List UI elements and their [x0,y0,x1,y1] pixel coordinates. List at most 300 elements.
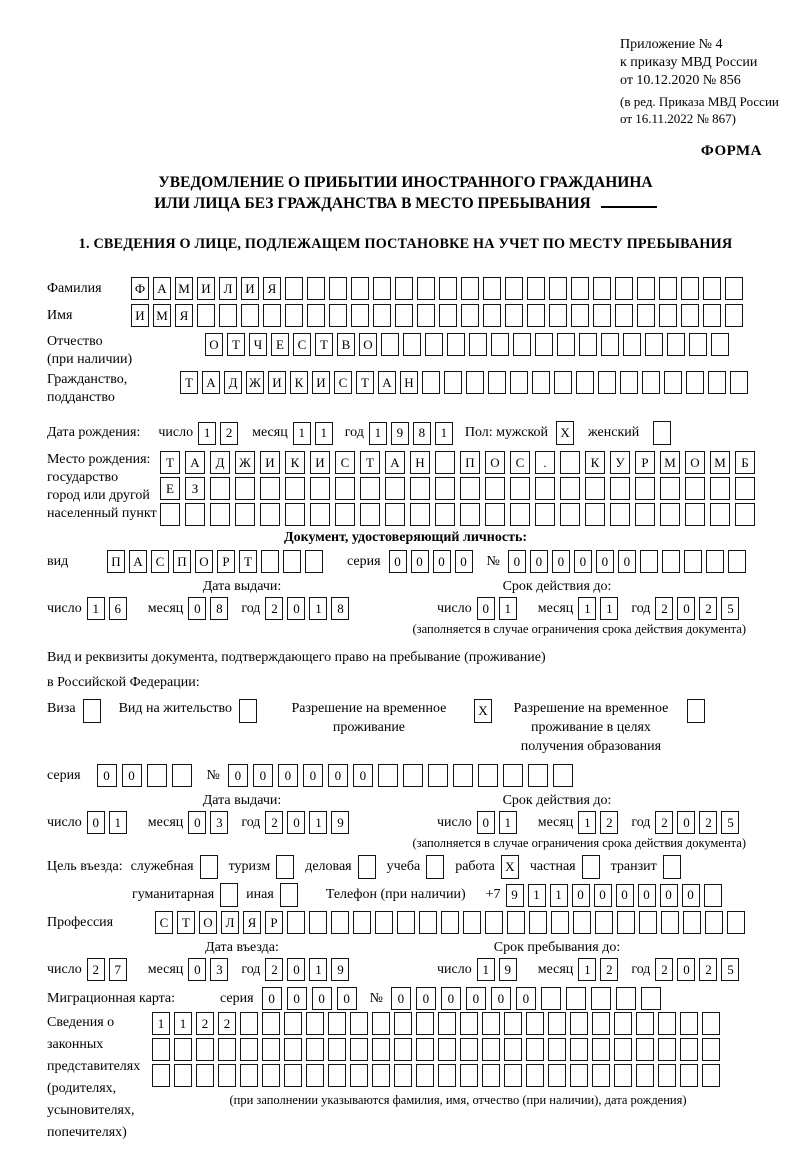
char-cell[interactable]: Н [410,451,430,474]
char-cell[interactable]: 0 [574,550,592,573]
char-cell[interactable]: М [175,277,193,300]
purpose-business-checkbox[interactable] [358,855,376,879]
char-cell[interactable]: 2 [265,958,283,981]
char-cell[interactable]: 5 [721,958,739,981]
char-cell[interactable]: И [268,371,286,394]
char-cell[interactable] [306,1012,324,1035]
char-cell[interactable] [685,477,705,500]
char-cell[interactable]: П [107,550,125,573]
char-cell[interactable] [460,503,480,526]
char-cell[interactable]: Н [400,371,418,394]
char-cell[interactable] [262,1064,280,1087]
char-cell[interactable] [350,1064,368,1087]
char-cell[interactable]: Д [210,451,230,474]
char-cell[interactable] [702,1038,720,1061]
char-cell[interactable] [704,884,722,907]
char-cell[interactable] [635,503,655,526]
char-cell[interactable] [285,277,303,300]
purpose-tourism-checkbox[interactable] [276,855,294,879]
char-cell[interactable] [636,1064,654,1087]
char-cell[interactable] [447,333,465,356]
char-cell[interactable] [174,1038,192,1061]
char-cell[interactable] [614,1064,632,1087]
char-cell[interactable] [218,1064,236,1087]
char-cell[interactable]: 5 [721,597,739,620]
char-cell[interactable] [306,1064,324,1087]
char-cell[interactable]: С [334,371,352,394]
char-cell[interactable] [684,550,702,573]
char-cell[interactable]: 1 [477,958,495,981]
char-cell[interactable]: 0 [262,987,282,1010]
char-cell[interactable] [240,1012,258,1035]
char-cell[interactable] [160,503,180,526]
char-cell[interactable] [601,333,619,356]
char-cell[interactable] [686,371,704,394]
char-cell[interactable]: 0 [682,884,700,907]
char-cell[interactable]: С [510,451,530,474]
char-cell[interactable] [453,764,473,787]
char-cell[interactable]: С [293,333,311,356]
char-cell[interactable]: 1 [578,597,596,620]
char-cell[interactable] [681,277,699,300]
char-cell[interactable] [403,764,423,787]
char-cell[interactable] [483,277,501,300]
char-cell[interactable] [284,1012,302,1035]
char-cell[interactable]: 2 [265,811,283,834]
char-cell[interactable]: 0 [278,764,298,787]
char-cell[interactable]: М [153,304,171,327]
char-cell[interactable]: 5 [721,811,739,834]
char-cell[interactable]: 0 [312,987,332,1010]
char-cell[interactable] [307,277,325,300]
char-cell[interactable]: 2 [600,958,618,981]
char-cell[interactable] [585,477,605,500]
char-cell[interactable] [711,333,729,356]
char-cell[interactable] [260,477,280,500]
char-cell[interactable]: Р [217,550,235,573]
char-cell[interactable]: М [660,451,680,474]
char-cell[interactable]: . [535,451,555,474]
char-cell[interactable]: С [151,550,169,573]
char-cell[interactable] [507,911,525,934]
purpose-other-checkbox[interactable] [280,883,298,907]
char-cell[interactable] [548,1038,566,1061]
char-cell[interactable] [353,911,371,934]
char-cell[interactable] [285,503,305,526]
char-cell[interactable] [485,503,505,526]
char-cell[interactable]: 1 [578,811,596,834]
char-cell[interactable] [510,371,528,394]
char-cell[interactable]: 0 [433,550,451,573]
char-cell[interactable] [196,1064,214,1087]
char-cell[interactable] [469,333,487,356]
char-cell[interactable] [527,304,545,327]
char-cell[interactable] [435,503,455,526]
char-cell[interactable] [350,1038,368,1061]
char-cell[interactable] [620,371,638,394]
char-cell[interactable] [635,477,655,500]
char-cell[interactable] [485,477,505,500]
char-cell[interactable] [360,477,380,500]
char-cell[interactable] [351,277,369,300]
char-cell[interactable] [416,1064,434,1087]
char-cell[interactable]: Д [224,371,242,394]
char-cell[interactable] [438,1038,456,1061]
char-cell[interactable]: 0 [188,597,206,620]
char-cell[interactable]: О [359,333,377,356]
char-cell[interactable] [710,503,730,526]
char-cell[interactable] [702,1012,720,1035]
char-cell[interactable] [532,371,550,394]
char-cell[interactable] [560,503,580,526]
char-cell[interactable] [689,333,707,356]
char-cell[interactable]: Т [356,371,374,394]
char-cell[interactable] [172,764,192,787]
char-cell[interactable]: Т [160,451,180,474]
char-cell[interactable]: И [260,451,280,474]
char-cell[interactable]: 0 [87,811,105,834]
char-cell[interactable] [410,503,430,526]
char-cell[interactable]: 1 [293,422,311,445]
char-cell[interactable] [395,304,413,327]
char-cell[interactable]: 0 [353,764,373,787]
char-cell[interactable] [416,1038,434,1061]
char-cell[interactable] [284,1064,302,1087]
char-cell[interactable] [735,477,755,500]
char-cell[interactable]: Т [227,333,245,356]
char-cell[interactable]: Е [160,477,180,500]
char-cell[interactable] [491,333,509,356]
char-cell[interactable] [428,764,448,787]
char-cell[interactable]: 0 [477,811,495,834]
char-cell[interactable] [306,1038,324,1061]
char-cell[interactable]: Ж [246,371,264,394]
char-cell[interactable] [485,911,503,934]
char-cell[interactable] [372,1038,390,1061]
char-cell[interactable] [235,477,255,500]
char-cell[interactable] [261,550,279,573]
char-cell[interactable]: 2 [699,811,717,834]
char-cell[interactable]: 0 [677,958,695,981]
char-cell[interactable]: 1 [109,811,127,834]
char-cell[interactable]: 1 [198,422,216,445]
char-cell[interactable]: 0 [188,958,206,981]
char-cell[interactable] [463,911,481,934]
char-cell[interactable] [685,503,705,526]
char-cell[interactable] [307,304,325,327]
char-cell[interactable]: 0 [97,764,117,787]
char-cell[interactable]: 0 [491,987,511,1010]
char-cell[interactable] [593,277,611,300]
char-cell[interactable] [360,503,380,526]
char-cell[interactable]: 0 [455,550,473,573]
char-cell[interactable] [585,503,605,526]
char-cell[interactable]: А [185,451,205,474]
char-cell[interactable]: 2 [655,597,673,620]
char-cell[interactable] [592,1038,610,1061]
char-cell[interactable] [372,1064,390,1087]
char-cell[interactable]: 0 [660,884,678,907]
char-cell[interactable]: Я [263,277,281,300]
char-cell[interactable] [460,1038,478,1061]
char-cell[interactable]: 9 [499,958,517,981]
char-cell[interactable] [482,1064,500,1087]
char-cell[interactable] [197,304,215,327]
char-cell[interactable]: А [202,371,220,394]
char-cell[interactable] [394,1038,412,1061]
char-cell[interactable]: 0 [411,550,429,573]
char-cell[interactable]: 3 [210,811,228,834]
char-cell[interactable]: 0 [552,550,570,573]
char-cell[interactable] [435,477,455,500]
sex-male-checkbox[interactable]: X [556,421,574,445]
char-cell[interactable] [483,304,501,327]
char-cell[interactable] [570,1038,588,1061]
char-cell[interactable] [284,1038,302,1061]
char-cell[interactable]: 0 [416,987,436,1010]
char-cell[interactable]: 0 [188,811,206,834]
char-cell[interactable]: З [185,477,205,500]
char-cell[interactable] [504,1064,522,1087]
char-cell[interactable]: 8 [413,422,431,445]
char-cell[interactable]: Т [315,333,333,356]
char-cell[interactable] [705,911,723,934]
char-cell[interactable] [375,911,393,934]
char-cell[interactable] [526,1064,544,1087]
char-cell[interactable] [548,1012,566,1035]
char-cell[interactable] [351,304,369,327]
char-cell[interactable]: 0 [287,987,307,1010]
char-cell[interactable] [441,911,459,934]
char-cell[interactable]: 1 [435,422,453,445]
char-cell[interactable]: 0 [477,597,495,620]
char-cell[interactable] [710,477,730,500]
char-cell[interactable] [703,277,721,300]
char-cell[interactable] [658,1038,676,1061]
char-cell[interactable]: Ж [235,451,255,474]
char-cell[interactable] [557,333,575,356]
char-cell[interactable] [615,304,633,327]
char-cell[interactable]: Е [271,333,289,356]
char-cell[interactable] [350,1012,368,1035]
char-cell[interactable] [260,503,280,526]
char-cell[interactable]: 2 [699,958,717,981]
char-cell[interactable]: 1 [499,597,517,620]
char-cell[interactable] [645,333,663,356]
char-cell[interactable]: 0 [530,550,548,573]
char-cell[interactable] [658,1064,676,1087]
char-cell[interactable]: Р [635,451,655,474]
char-cell[interactable] [410,477,430,500]
char-cell[interactable]: 0 [466,987,486,1010]
char-cell[interactable] [395,277,413,300]
char-cell[interactable]: 2 [218,1012,236,1035]
char-cell[interactable] [541,987,561,1010]
char-cell[interactable] [570,1064,588,1087]
char-cell[interactable] [328,1012,346,1035]
char-cell[interactable] [385,503,405,526]
char-cell[interactable]: 2 [655,811,673,834]
char-cell[interactable]: Л [221,911,239,934]
char-cell[interactable] [460,477,480,500]
char-cell[interactable] [373,304,391,327]
char-cell[interactable] [185,503,205,526]
char-cell[interactable]: 0 [303,764,323,787]
char-cell[interactable]: А [129,550,147,573]
char-cell[interactable]: 1 [315,422,333,445]
char-cell[interactable] [287,911,305,934]
char-cell[interactable] [639,911,657,934]
char-cell[interactable]: 0 [441,987,461,1010]
char-cell[interactable] [335,477,355,500]
char-cell[interactable] [592,1012,610,1035]
char-cell[interactable] [642,371,660,394]
char-cell[interactable] [328,1064,346,1087]
char-cell[interactable] [513,333,531,356]
char-cell[interactable] [662,550,680,573]
char-cell[interactable] [331,911,349,934]
char-cell[interactable] [610,503,630,526]
char-cell[interactable] [510,503,530,526]
char-cell[interactable] [416,1012,434,1035]
char-cell[interactable]: 2 [600,811,618,834]
char-cell[interactable] [438,1064,456,1087]
char-cell[interactable] [394,1064,412,1087]
char-cell[interactable]: С [155,911,173,934]
char-cell[interactable]: 1 [309,597,327,620]
char-cell[interactable]: 0 [391,987,411,1010]
char-cell[interactable]: К [285,451,305,474]
char-cell[interactable] [560,477,580,500]
char-cell[interactable]: 1 [309,811,327,834]
char-cell[interactable]: 3 [210,958,228,981]
char-cell[interactable] [598,371,616,394]
char-cell[interactable] [548,1064,566,1087]
char-cell[interactable]: 2 [220,422,238,445]
char-cell[interactable]: 1 [578,958,596,981]
char-cell[interactable]: О [199,911,217,934]
purpose-study-checkbox[interactable] [426,855,444,879]
char-cell[interactable]: В [337,333,355,356]
char-cell[interactable] [152,1064,170,1087]
char-cell[interactable] [529,911,547,934]
char-cell[interactable] [460,1064,478,1087]
char-cell[interactable] [262,1038,280,1061]
char-cell[interactable] [372,1012,390,1035]
char-cell[interactable] [235,503,255,526]
char-cell[interactable] [478,764,498,787]
char-cell[interactable]: 0 [677,597,695,620]
char-cell[interactable] [641,987,661,1010]
char-cell[interactable]: 0 [516,987,536,1010]
char-cell[interactable] [461,277,479,300]
char-cell[interactable] [460,1012,478,1035]
char-cell[interactable] [660,477,680,500]
char-cell[interactable]: 9 [506,884,524,907]
char-cell[interactable]: И [310,451,330,474]
char-cell[interactable]: 0 [572,884,590,907]
char-cell[interactable] [385,477,405,500]
char-cell[interactable] [335,503,355,526]
char-cell[interactable] [703,304,721,327]
char-cell[interactable]: 0 [389,550,407,573]
char-cell[interactable] [394,1012,412,1035]
char-cell[interactable]: 0 [122,764,142,787]
char-cell[interactable]: 0 [508,550,526,573]
char-cell[interactable] [262,1012,280,1035]
char-cell[interactable] [636,1012,654,1035]
char-cell[interactable] [616,987,636,1010]
char-cell[interactable]: 2 [87,958,105,981]
char-cell[interactable] [658,1012,676,1035]
char-cell[interactable] [210,477,230,500]
char-cell[interactable]: 2 [699,597,717,620]
char-cell[interactable]: Ф [131,277,149,300]
char-cell[interactable]: 0 [618,550,636,573]
char-cell[interactable] [305,550,323,573]
char-cell[interactable]: И [312,371,330,394]
char-cell[interactable] [466,371,484,394]
char-cell[interactable] [535,333,553,356]
char-cell[interactable]: 0 [287,597,305,620]
char-cell[interactable]: 0 [253,764,273,787]
char-cell[interactable] [285,477,305,500]
char-cell[interactable] [482,1038,500,1061]
char-cell[interactable]: 7 [109,958,127,981]
char-cell[interactable] [309,911,327,934]
char-cell[interactable]: 0 [287,958,305,981]
char-cell[interactable] [219,304,237,327]
char-cell[interactable]: 2 [655,958,673,981]
char-cell[interactable]: 2 [265,597,283,620]
char-cell[interactable]: О [685,451,705,474]
char-cell[interactable] [438,1012,456,1035]
char-cell[interactable] [482,1012,500,1035]
edu-permit-checkbox[interactable] [687,699,705,723]
char-cell[interactable] [637,277,655,300]
char-cell[interactable] [730,371,748,394]
char-cell[interactable]: 1 [87,597,105,620]
char-cell[interactable] [735,503,755,526]
char-cell[interactable] [435,451,455,474]
char-cell[interactable]: 0 [638,884,656,907]
char-cell[interactable]: 8 [331,597,349,620]
char-cell[interactable]: 1 [528,884,546,907]
char-cell[interactable] [417,304,435,327]
char-cell[interactable] [152,1038,170,1061]
char-cell[interactable] [549,304,567,327]
char-cell[interactable] [708,371,726,394]
char-cell[interactable] [702,1064,720,1087]
temp-permit-checkbox[interactable]: X [474,699,492,723]
char-cell[interactable]: Т [360,451,380,474]
char-cell[interactable]: 0 [337,987,357,1010]
char-cell[interactable] [551,911,569,934]
char-cell[interactable]: И [241,277,259,300]
char-cell[interactable] [667,333,685,356]
char-cell[interactable]: К [585,451,605,474]
char-cell[interactable]: 8 [210,597,228,620]
char-cell[interactable]: О [205,333,223,356]
char-cell[interactable]: 0 [596,550,614,573]
char-cell[interactable] [210,503,230,526]
char-cell[interactable] [610,477,630,500]
char-cell[interactable]: И [131,304,149,327]
char-cell[interactable]: 0 [328,764,348,787]
char-cell[interactable] [566,987,586,1010]
char-cell[interactable]: 0 [228,764,248,787]
char-cell[interactable] [397,911,415,934]
